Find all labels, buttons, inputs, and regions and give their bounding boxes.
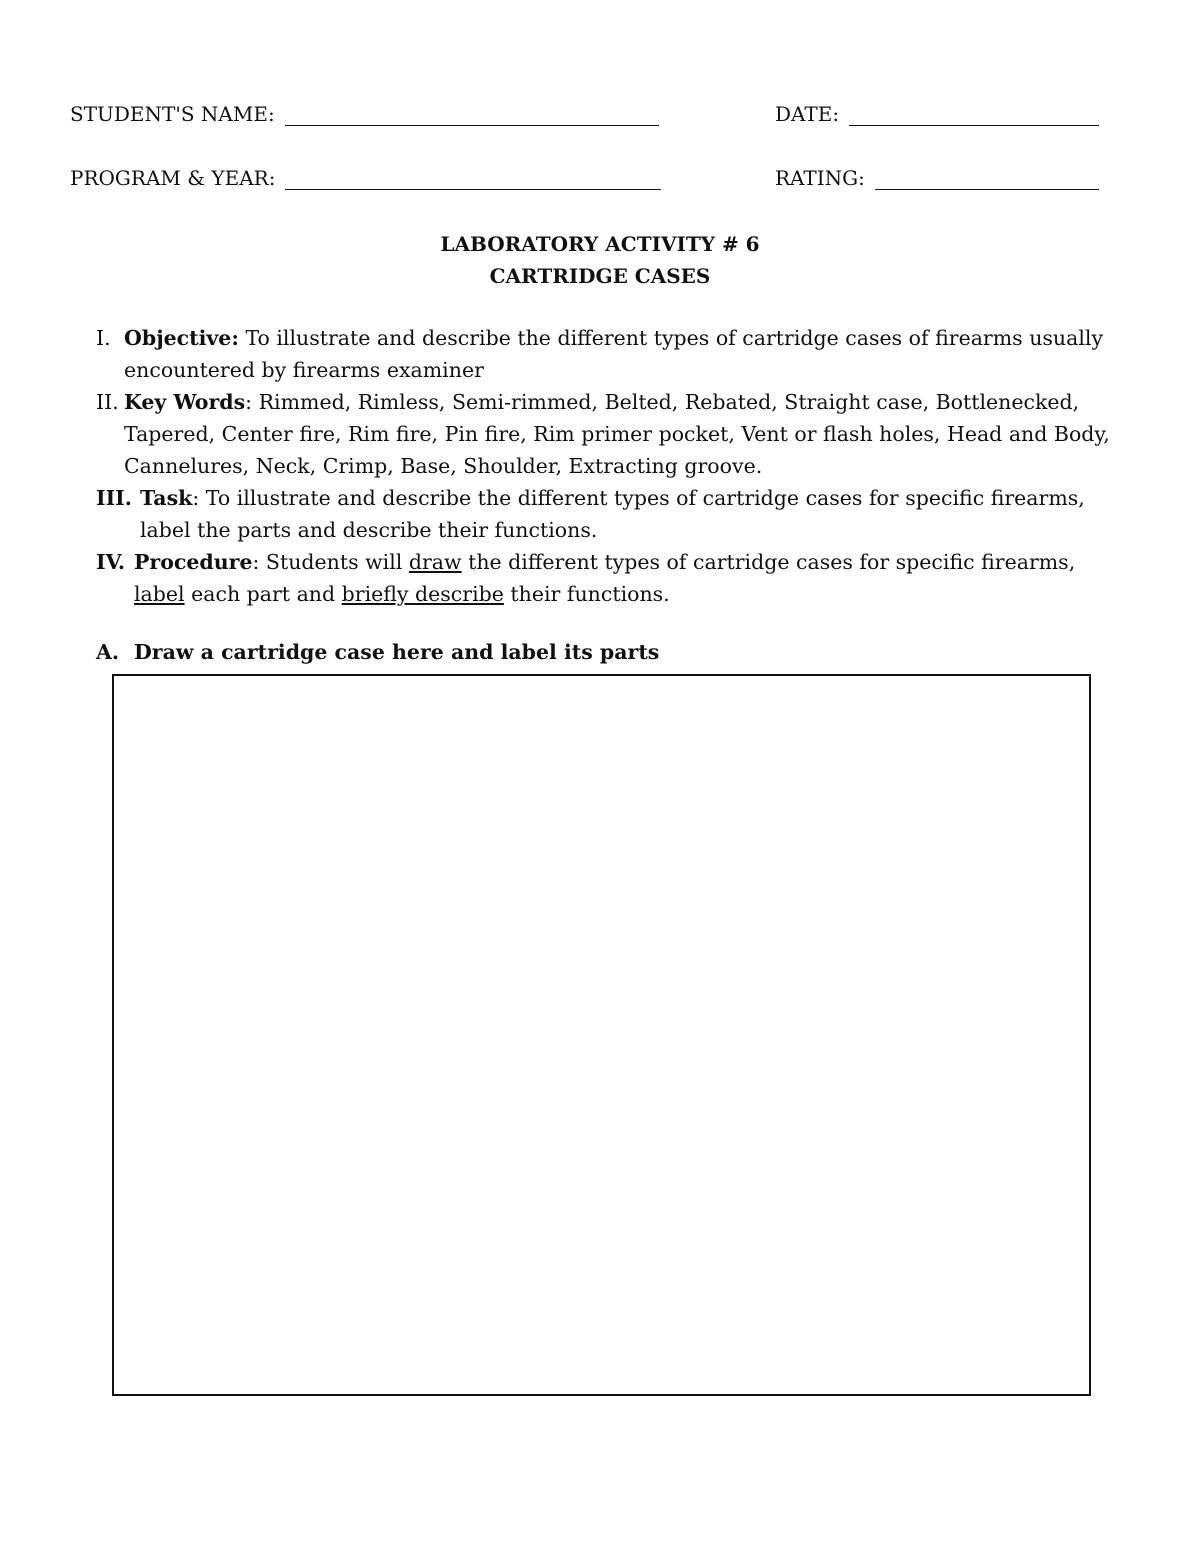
- section-a-letter: A.: [96, 640, 120, 664]
- item-number: IV.: [96, 550, 126, 574]
- header-row-2: [70, 166, 1110, 196]
- student-name-blank[interactable]: [285, 103, 659, 126]
- item-number: II.: [96, 390, 119, 414]
- procedure-draw: draw: [408, 550, 462, 574]
- student-name-label: STUDENT'S NAME:: [70, 102, 275, 126]
- item-number: III.: [96, 486, 132, 510]
- activity-title: [0, 228, 1200, 292]
- activity-title-line2: CARTRIDGE CASES: [489, 264, 711, 288]
- task-label: Task: [140, 486, 193, 510]
- date-label: DATE:: [775, 102, 840, 126]
- date-blank[interactable]: [849, 103, 1099, 126]
- rating-blank[interactable]: [875, 167, 1099, 190]
- program-year-blank[interactable]: [285, 167, 661, 190]
- list-item-objective: [96, 322, 1126, 386]
- procedure-text-4: their functions.: [503, 582, 670, 606]
- item-number: I.: [96, 326, 111, 350]
- objective-text: To illustrate and describe the different types of cartridge cases of firearms usually encountered by firearms examiner: [124, 326, 1104, 382]
- student-name-field: [70, 102, 659, 126]
- instruction-list: [96, 322, 1126, 610]
- date-field: [775, 102, 1099, 126]
- rating-label: RATING:: [775, 166, 865, 190]
- program-year-field: [70, 166, 661, 190]
- objective-label: Objective:: [124, 326, 239, 350]
- procedure-text-1: : Students will: [252, 550, 409, 574]
- list-item-procedure: [96, 546, 1126, 610]
- list-item-task: [96, 482, 1126, 546]
- header-row-1: [70, 102, 1110, 132]
- program-year-label: PROGRAM & YEAR:: [70, 166, 276, 190]
- procedure-text-2: the different types of cartridge cases for specific firearms,: [461, 550, 1076, 574]
- section-a-heading: [96, 640, 659, 664]
- key-words-text: : Rimmed, Rimless, Semi-rimmed, Belted, Rebated, Straight case, Bottlenecked, Tapered, Center fire, Rim fire, Pin fire, Rim primer pocket, Vent or flash holes, Head and Body, Cannelures, Neck, Crimp, Base, Shoulder, Extracting groove.: [124, 390, 1110, 478]
- key-words-label: Key Words: [124, 390, 246, 414]
- procedure-label-word: label: [134, 582, 185, 606]
- section-a-text: Draw a cartridge case here and label its parts: [134, 640, 660, 664]
- rating-field: [775, 166, 1099, 190]
- drawing-area[interactable]: [112, 674, 1091, 1396]
- procedure-text-3: each part and: [184, 582, 342, 606]
- activity-title-line1: LABORATORY ACTIVITY # 6: [440, 232, 760, 256]
- procedure-label: Procedure: [134, 550, 253, 574]
- procedure-briefly-describe: briefly describe: [341, 582, 504, 606]
- task-text: : To illustrate and describe the different types of cartridge cases for specific firearms, label the parts and describe their functions.: [140, 486, 1085, 542]
- list-item-key-words: [96, 386, 1126, 482]
